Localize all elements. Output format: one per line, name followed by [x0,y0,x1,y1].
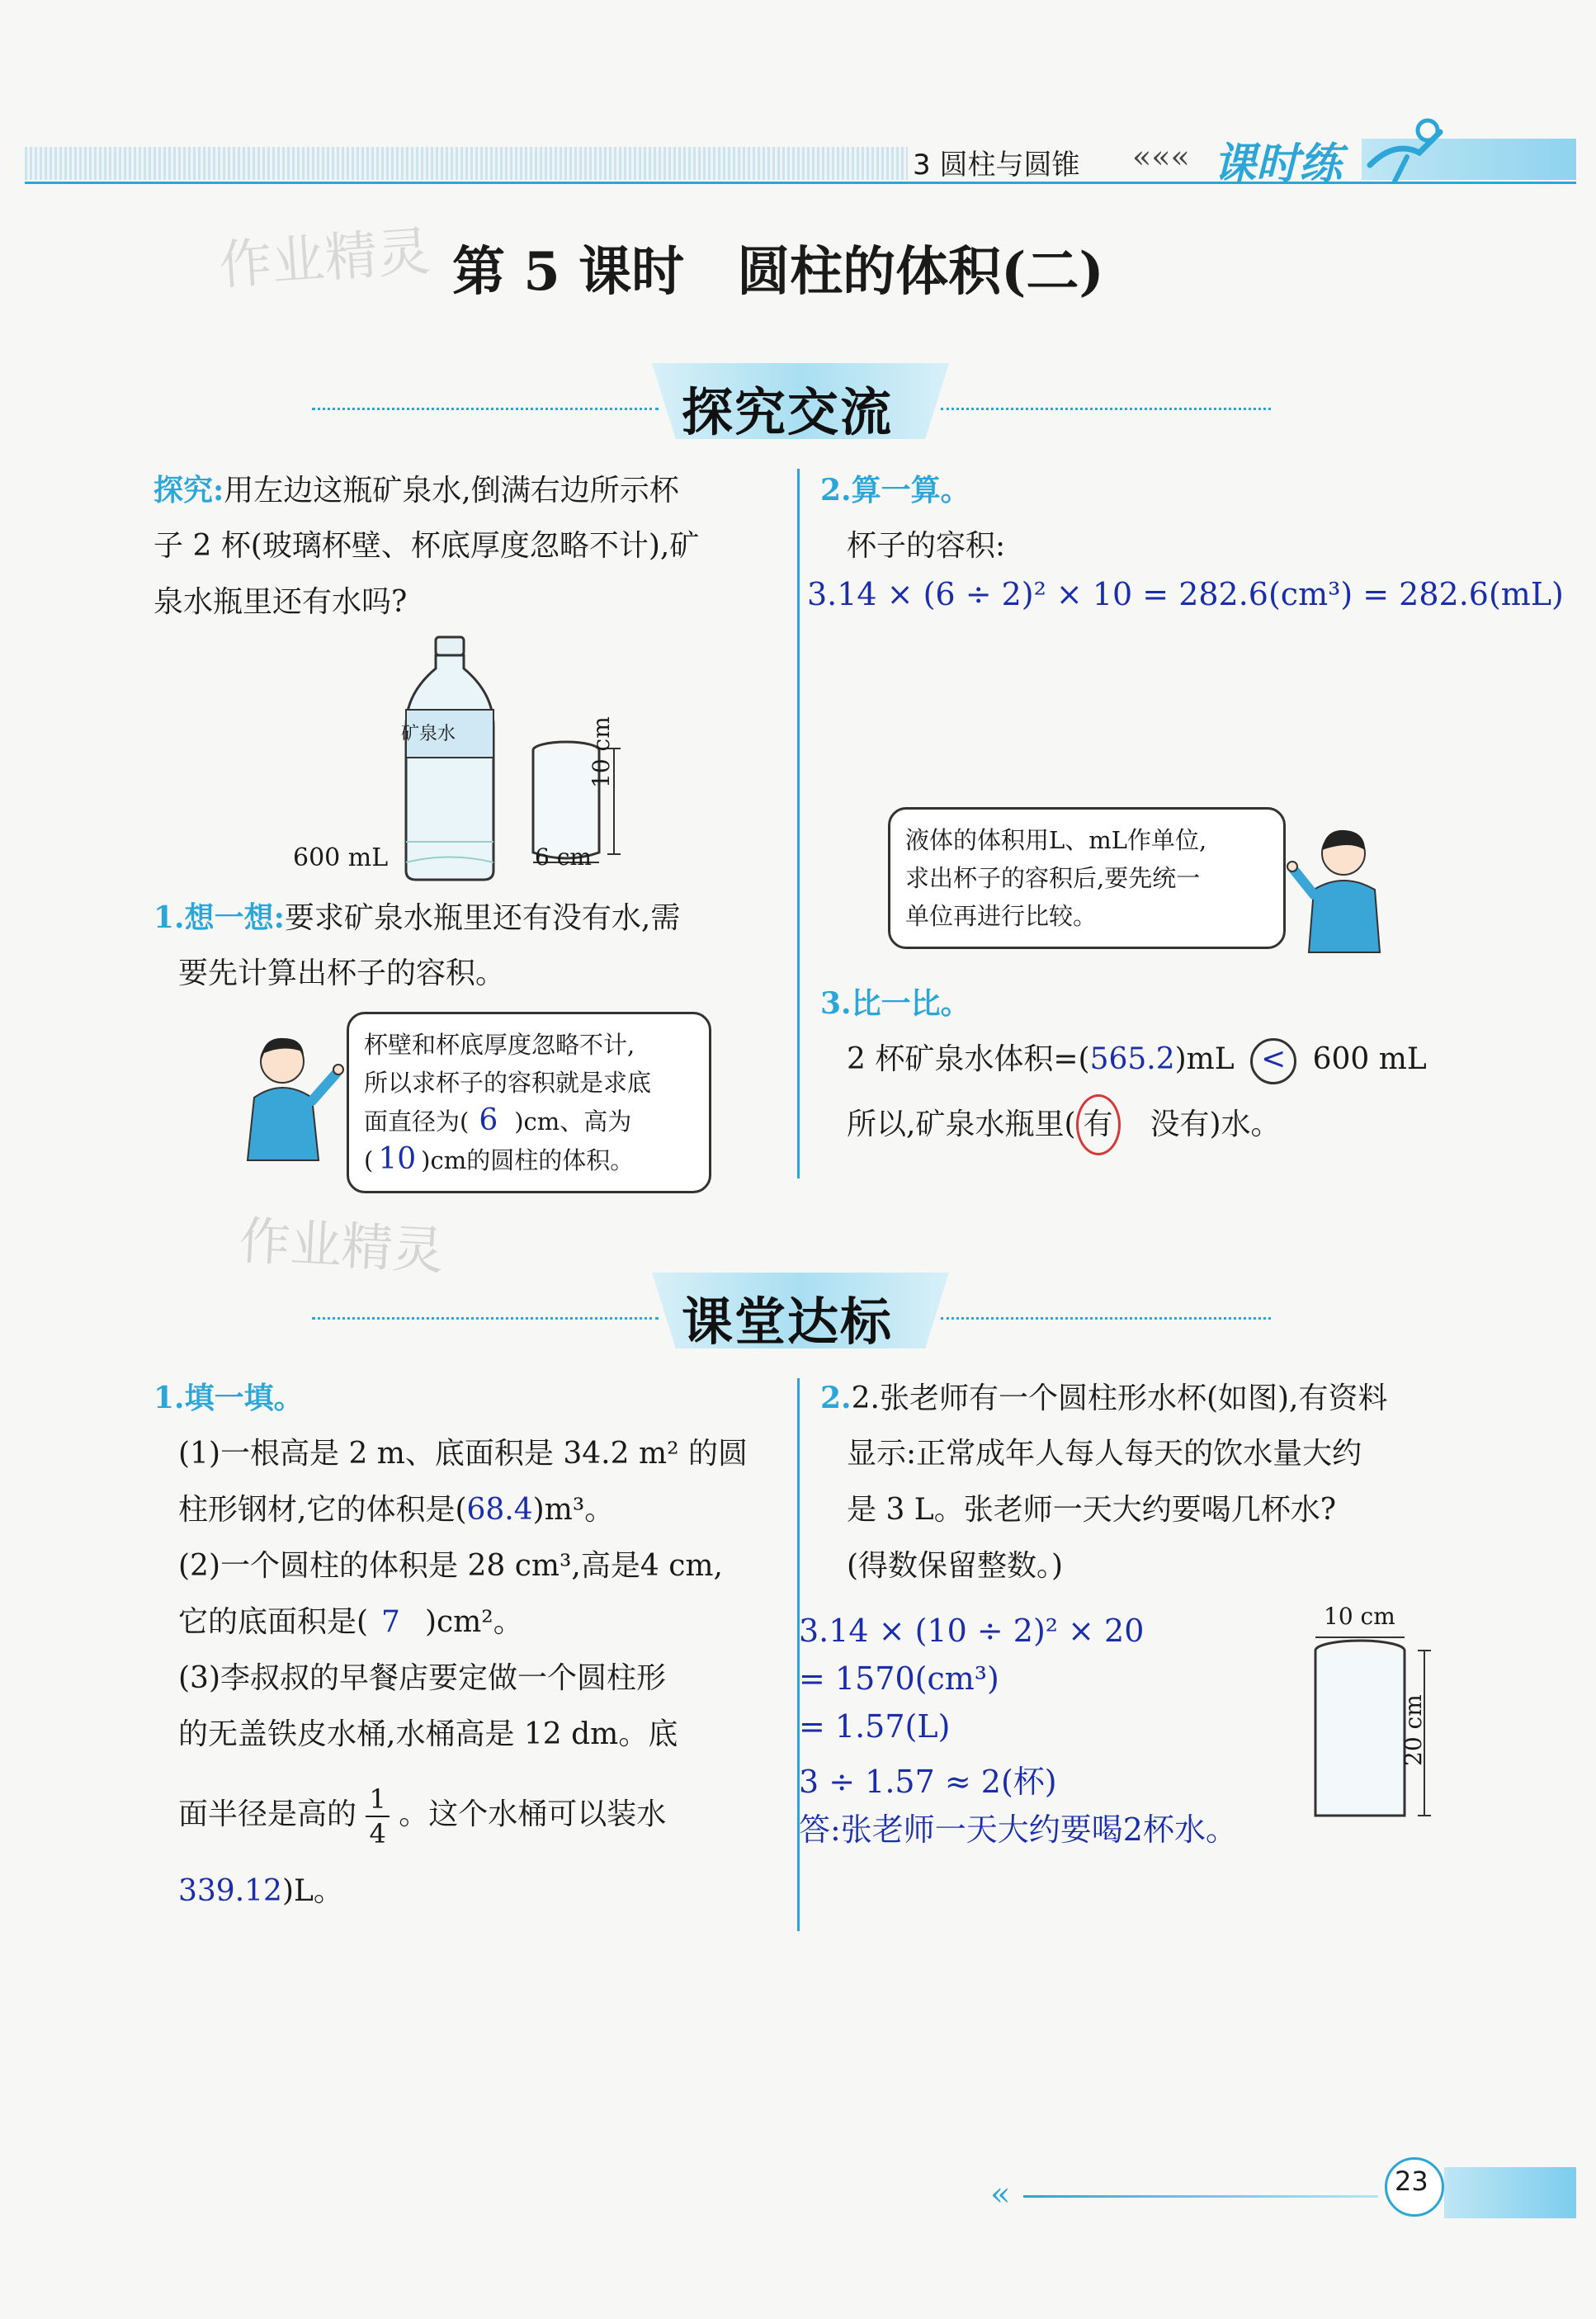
p2-answer: 7 [381,1605,400,1639]
practice-p2-line2: 它的底面积是( 7 )cm²。 [178,1605,523,1639]
girl-avatar [239,1032,347,1164]
boy-avatar [1286,824,1393,956]
solution-line3: = 1.57(L) [799,1708,951,1745]
p1-answer: 68.4 [466,1493,533,1527]
header-band [25,147,908,180]
fraction-one-quarter: $\frac{1}{4}$ [366,1783,389,1850]
explore-lead-line2: 子 2 杯(玻璃杯壁、杯底厚度忽略不计),矿 [153,529,700,563]
explore-q2-label: 2.算一算。 [820,473,970,508]
brand-label: 课时练 [1213,139,1343,189]
practice-p3-line4: 339.12)L。 [178,1874,343,1908]
explore-banner-right [941,408,1271,415]
explore-heading: 探究交流 [682,382,894,442]
solution-line2: = 1570(cm³) [799,1660,999,1697]
explore-q2-line1: 杯子的容积: [847,529,1006,563]
q3-compare-circle: < [1250,1038,1296,1084]
hint-bubble-2: 液体的体积用L、mL作单位, 求出杯子的容积后,要先统一 单位再进行比较。 [888,807,1286,949]
hint-bubble-1: 杯壁和杯底厚度忽略不计, 所以求杯子的容积就是求底 面直径为( 6 )cm、高为 ( 10 )cm的圆柱的体积。 [347,1012,711,1193]
solution-answer: 答:张老师一天大约要喝2杯水。 [799,1811,1237,1848]
explore-divider [797,469,800,1178]
practice-p1-line1: (1)一根高是 2 m、底面积是 34.2 m² 的圆 [178,1437,748,1471]
bubble1-answer-height: 10 [378,1142,417,1176]
q3-circled-answer: 有 [1076,1094,1121,1155]
header-rule [25,182,1576,184]
explore-lead-line1: 探究:用左边这瓶矿泉水,倒满右边所示杯 [153,473,679,508]
practice-q2-line2: 显示:正常成年人每人每天的饮水量大约 [847,1437,1362,1471]
explore-q3-line1: 2 杯矿泉水体积=(565.2)mL < 600 mL [847,1032,1427,1088]
practice-banner-right [941,1317,1271,1325]
explore-q1-line1: 1.想一想:要求矿泉水瓶里还有没有水,需 [153,900,681,935]
footer-chevron-icon: « [990,2175,1011,2213]
watermark: 作业精灵 [217,221,432,297]
chevron-left-icon: ««« [1132,139,1190,175]
bubble1-answer-diameter: 6 [479,1103,498,1137]
practice-p3-line2: 的无盖铁皮水桶,水桶高是 12 dm。底 [178,1717,678,1751]
footer-band [1444,2167,1576,2218]
explore-lead-line3: 泉水瓶里还有水吗? [153,585,408,619]
solution-line4: 3 ÷ 1.57 ≈ 2(杯) [799,1764,1057,1800]
practice-q2-line4: (得数保留整数。) [847,1549,1064,1583]
practice-q1-label: 1.填一填。 [153,1381,304,1415]
tall-cup-height: 20 cm [1400,1694,1427,1766]
watermark-2: 作业精灵 [237,1210,446,1282]
water-bottle-icon [388,635,512,883]
bottle-label: 矿泉水 [401,724,456,744]
chapter-label: 3 圆柱与圆锥 [913,149,1080,182]
p3-answer: 339.12 [178,1874,282,1908]
bottle-volume: 600 mL [293,843,389,872]
tall-cup-diameter: 10 cm [1324,1603,1395,1630]
practice-p2-line1: (2)一个圆柱的体积是 28 cm³,高是4 cm, [178,1549,723,1583]
explore-lead-label: 探究: [153,473,224,508]
practice-p3-line3: 面半径是高的 $\frac{1}{4}$ 。这个水桶可以装水 [178,1783,667,1849]
page-number: 23 [1395,2166,1428,2197]
practice-banner-left [312,1317,659,1325]
solution-line1: 3.14 × (10 ÷ 2)² × 20 [799,1613,1145,1649]
explore-q3-label: 3.比一比。 [820,986,970,1021]
explore-q1-line2: 要先计算出杯子的容积。 [178,956,506,990]
lesson-title: 第 5 课时 圆柱的体积(二) [452,241,1104,303]
explore-q3-line2: 所以,矿泉水瓶里( 有 没有)水。 [847,1094,1281,1155]
practice-q2-line1: 2.2.张老师有一个圆柱形水杯(如图),有资料 [820,1381,1388,1415]
practice-heading: 课堂达标 [682,1292,894,1352]
runner-logo-icon [1362,116,1452,190]
practice-p3-line1: (3)李叔叔的早餐店要定做一个圆柱形 [178,1661,666,1695]
footer-line [1023,2195,1378,2198]
practice-p1-line2: 柱形钢材,它的体积是(68.4)m³。 [178,1493,615,1527]
explore-q1-label: 1.想一想: [153,900,285,935]
practice-q2-line3: 是 3 L。张老师一天大约要喝几杯水? [847,1493,1336,1527]
explore-q2-answer: 3.14 × (6 ÷ 2)² × 10 = 282.6(cm³) = 282.6(mL) [807,576,1564,612]
cup-height-label: 10 cm [588,716,615,788]
explore-banner-left [312,408,659,415]
q3-answer: 565.2 [1089,1042,1175,1076]
cup-diameter-label: 6 cm [535,843,592,871]
